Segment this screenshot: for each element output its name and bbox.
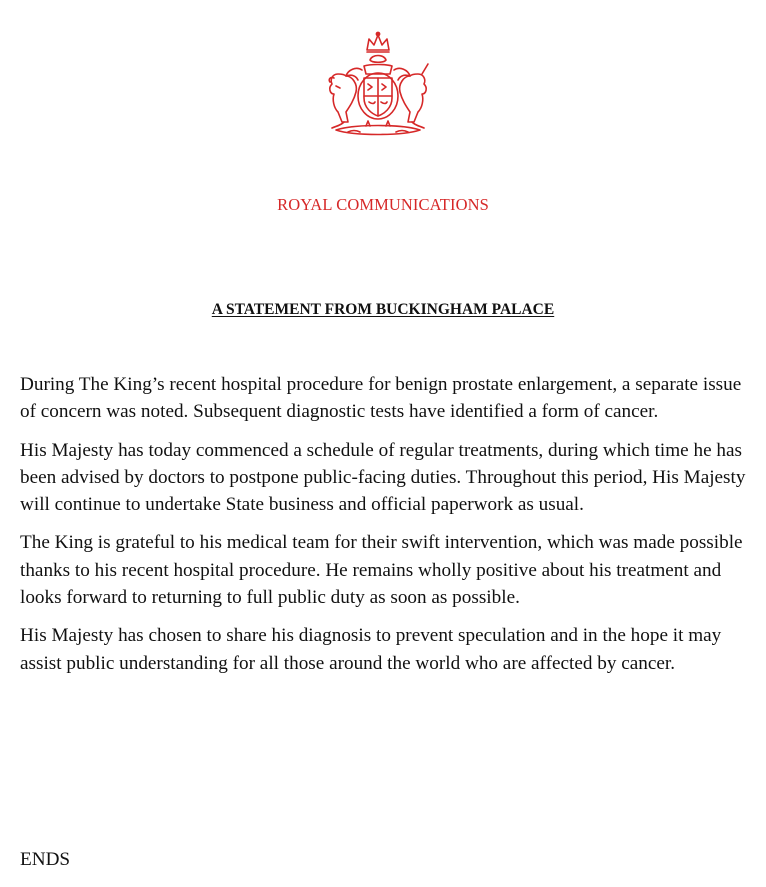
paragraph: During The King’s recent hospital procedure for benign prostate enlargement, a separate issue of concern was noted. Subsequent diagnostic tests have identified a form of cancer. [20,374,742,423]
paragraph: The King is grateful to his medical team for their swift intervention, which was made possible thanks to his recent hospital procedure. He remains wholly positive about his treatment and looks forward to returning to full public duty as soon as possible. [20,532,743,609]
statement-headline: A STATEMENT FROM BUCKINGHAM PALACE [211,301,555,318]
paragraph: His Majesty has today commenced a schedule of regular treatments, during which time he has been advised by doctors to postpone public-facing duties. Throughout this period, His Majesty will continue to undertake State business and official paperwork as usual. [20,439,746,516]
statement-body [20,371,750,688]
paragraph: His Majesty has chosen to share his diagnosis to prevent speculation and in the hope it may assist public understanding for all those around the world who are affected by cancer. [20,625,722,674]
ends-marker: ENDS [20,849,71,870]
department-name: ROYAL COMMUNICATIONS [277,195,489,214]
royal-coat-of-arms-icon [318,30,438,142]
